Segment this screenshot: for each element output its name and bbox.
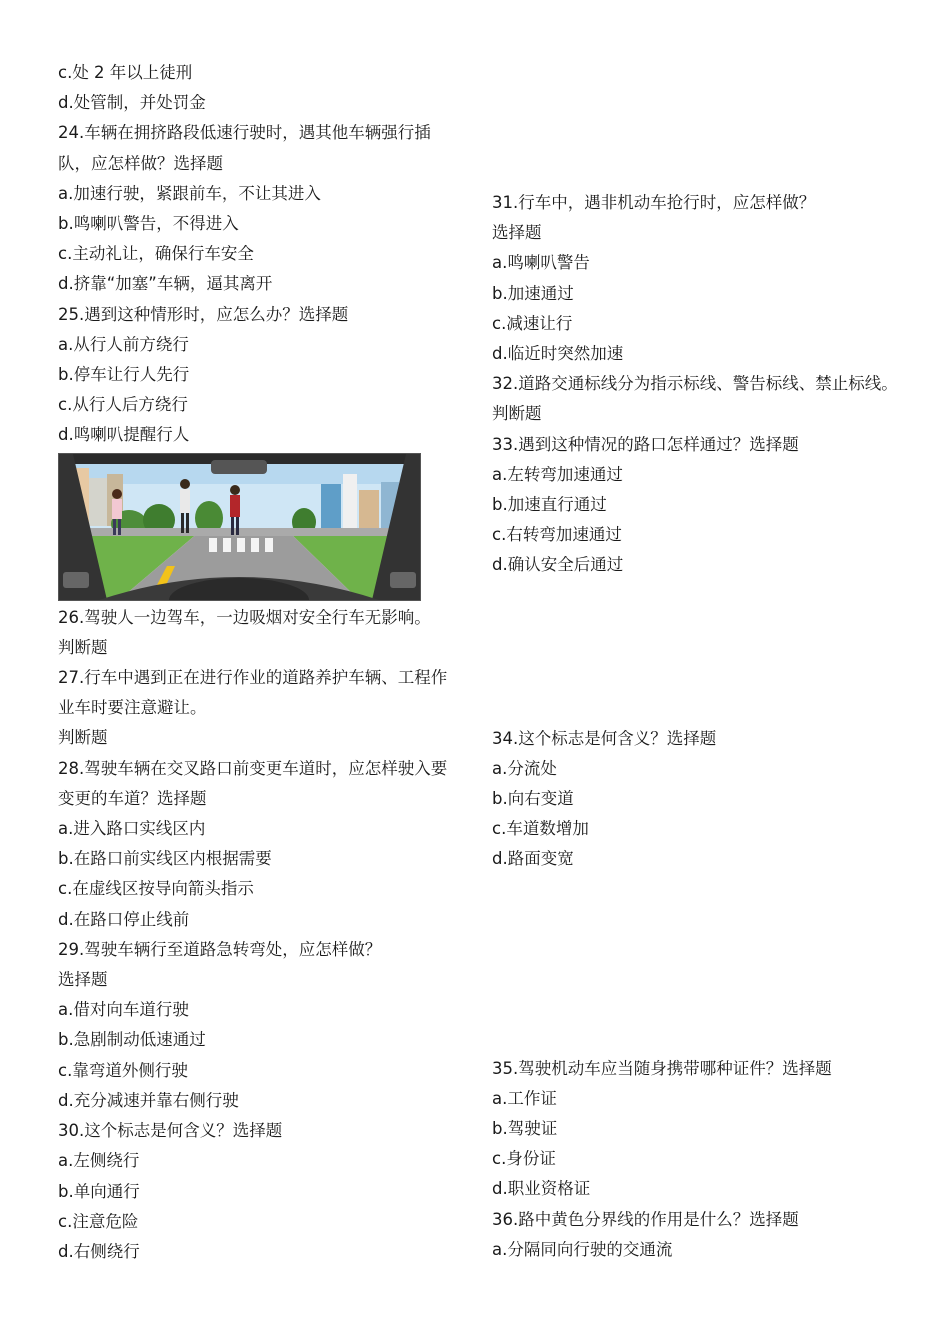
q34-option-c: c.车道数增加 [492,819,589,839]
q24-option-a: a.加速行驶，紧跟前车，不让其进入 [58,183,321,203]
q36-question: 36.路中黄色分界线的作用是什么？选择题 [492,1209,799,1229]
q28-option-b: b.在路口前实线区内根据需要 [58,849,272,869]
q24-option-b: b.鸣喇叭警告，不得进入 [58,214,239,234]
blank-space [492,875,902,1054]
q24-option-d: d.挤靠“加塞”车辆，逼其离开 [58,274,273,294]
q24-option-c: c.主动礼让，确保行车安全 [58,244,254,264]
q28-option-d: d.在路口停止线前 [58,909,190,929]
q31-option-d: d.临近时突然加速 [492,344,624,364]
q31-option-c: c.减速让行 [492,313,573,333]
q35-option-c: c.身份证 [492,1149,556,1169]
q31-option-a: a.鸣喇叭警告 [492,253,590,273]
q31-option-b: b.加速通过 [492,283,574,303]
q27-question: 27.行车中遇到正在进行作业的道路养护车辆、工程作业车时要注意避让。 [58,668,448,718]
left-column [58,58,458,1267]
q25-question: 25.遇到这种情形时，应怎么办？选择题 [58,304,349,324]
q23-option-d: d.处管制，并处罚金 [58,93,206,113]
blank-space [492,581,902,724]
q24-question: 24.车辆在拥挤路段低速行驶时，遇其他车辆强行插队，应怎样做？选择题 [58,123,431,173]
q34-question: 34.这个标志是何含义？选择题 [492,728,717,748]
q33-option-d: d.确认安全后通过 [492,555,624,575]
q30-question: 30.这个标志是何含义？选择题 [58,1121,283,1141]
q27-type: 判断题 [58,728,108,748]
q28-question: 28.驾驶车辆在交叉路口前变更车道时，应怎样驶入要变更的车道？选择题 [58,758,448,808]
q30-option-a: a.左侧绕行 [58,1151,140,1171]
q33-question: 33.遇到这种情况的路口怎样通过？选择题 [492,434,799,454]
q35-option-a: a.工作证 [492,1088,557,1108]
q32-question: 32.道路交通标线分为指示标线、警告标线、禁止标线。判断题 [492,374,898,424]
q26-type: 判断题 [58,637,108,657]
q30-option-c: c.注意危险 [58,1211,139,1231]
q25-option-d: d.鸣喇叭提醒行人 [58,425,190,445]
q30-option-b: b.单向通行 [58,1181,140,1201]
q30-option-d: d.右侧绕行 [58,1241,140,1261]
q29-type: 选择题 [58,970,108,990]
q29-option-c: c.靠弯道外侧行驶 [58,1060,188,1080]
q23-option-c: c.处 2 年以上徒刑 [58,63,193,82]
q29-option-b: b.急剧制动低速通过 [58,1030,206,1050]
q29-option-a: a.借对向车道行驶 [58,1000,189,1020]
q29-question: 29.驾驶车辆行至道路急转弯处，应怎样做？ [58,939,382,959]
q35-question: 35.驾驶机动车应当随身携带哪种证件？选择题 [492,1058,832,1078]
q33-option-c: c.右转弯加速通过 [492,525,622,545]
q31-question: 31.行车中，遇非机动车抢行时，应怎样做？ [492,193,816,212]
q33-option-a: a.左转弯加速通过 [492,464,623,484]
q34-option-d: d.路面变宽 [492,849,574,869]
q31-type: 选择题 [492,223,542,243]
q35-option-d: d.职业资格证 [492,1179,591,1199]
q25-scene-image [58,453,421,601]
q29-option-d: d.充分减速并靠右侧行驶 [58,1090,239,1110]
q28-option-a: a.进入路口实线区内 [58,819,206,839]
q34-option-a: a.分流处 [492,758,557,778]
q25-option-a: a.从行人前方绕行 [58,334,189,354]
right-column [492,188,902,1265]
q28-option-c: c.在虚线区按导向箭头指示 [58,879,254,899]
q33-option-b: b.加速直行通过 [492,495,607,515]
q25-option-b: b.停车让行人先行 [58,365,190,385]
q25-option-c: c.从行人后方绕行 [58,395,188,415]
q26-question: 26.驾驶人一边驾车，一边吸烟对安全行车无影响。 [58,607,431,627]
q35-option-b: b.驾驶证 [492,1119,558,1139]
q34-option-b: b.向右变道 [492,789,574,809]
q36-option-a: a.分隔同向行驶的交通流 [492,1239,673,1259]
